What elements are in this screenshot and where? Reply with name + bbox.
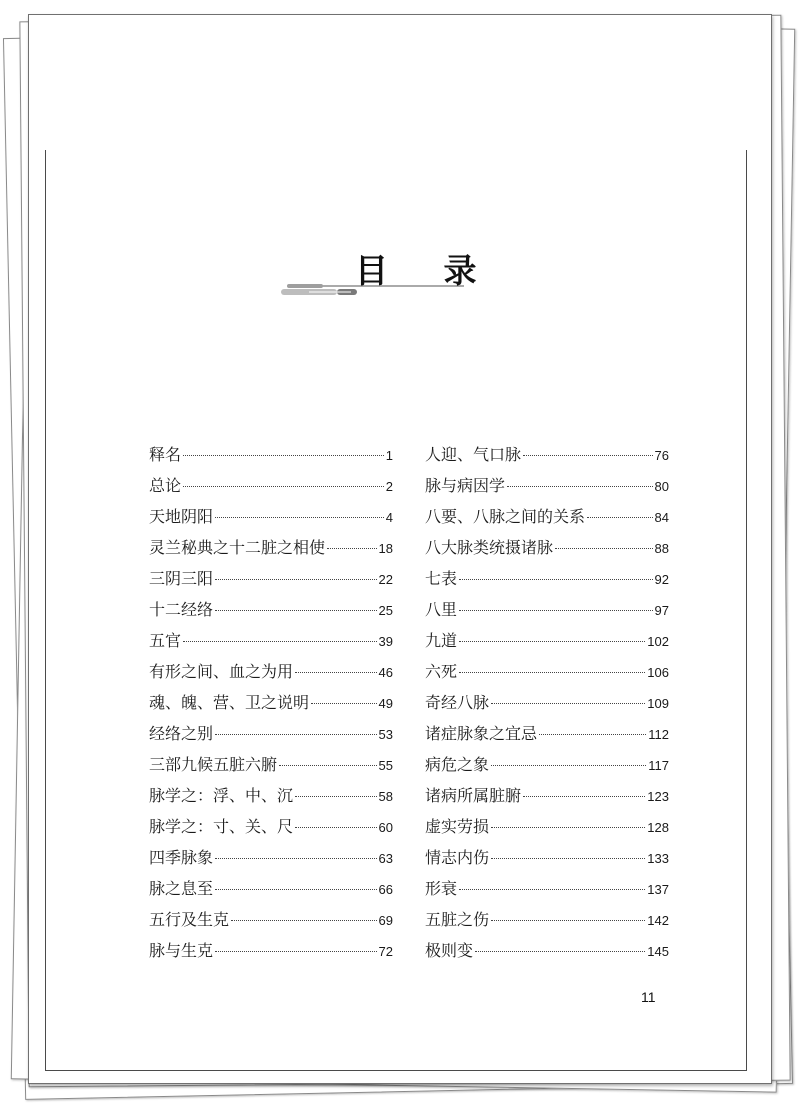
toc-entry (149, 873, 393, 904)
toc-entry-page: 76 (654, 448, 669, 463)
toc-dot-leader (311, 703, 377, 704)
toc-heading (279, 237, 499, 307)
toc-dot-leader (491, 703, 645, 704)
toc-entry-title: 诸病所属脏腑 (425, 786, 522, 805)
toc-dot-leader (215, 734, 377, 735)
toc-dot-leader (215, 858, 377, 859)
toc-dot-leader (215, 889, 377, 890)
toc-dot-leader (183, 455, 384, 456)
toc-entry-page: 92 (654, 572, 669, 587)
toc-entry (149, 501, 393, 532)
toc-entry (149, 780, 393, 811)
toc-entry (425, 873, 669, 904)
toc-entry (425, 501, 669, 532)
toc-entry-page: 123 (647, 789, 669, 804)
toc-entry-title: 魂、魄、营、卫之说明 (149, 693, 310, 712)
toc-dot-leader (215, 517, 384, 518)
toc-entry-page: 18 (378, 541, 393, 556)
toc-entry (149, 656, 393, 687)
toc-entry (149, 687, 393, 718)
toc-entry (425, 687, 669, 718)
toc-dot-leader (215, 951, 377, 952)
toc-dot-leader (587, 517, 653, 518)
toc-entry-title: 情志内伤 (425, 848, 490, 867)
toc-entry (425, 532, 669, 563)
toc-dot-leader (459, 641, 645, 642)
toc-entry-title: 五行及生克 (149, 910, 230, 929)
toc-entry-title: 脉学之：寸、关、尺 (149, 817, 294, 836)
toc-column-left (149, 439, 393, 966)
toc-entry-title: 八里 (425, 600, 458, 619)
toc-dot-leader (523, 455, 653, 456)
toc-dot-leader (491, 765, 646, 766)
toc-entry-page: 2 (385, 479, 393, 494)
toc-entry (425, 780, 669, 811)
toc-entry (149, 749, 393, 780)
toc-entry-title: 脉学之：浮、中、沉 (149, 786, 294, 805)
toc-entry (425, 842, 669, 873)
toc-entry (425, 749, 669, 780)
toc-entry (149, 904, 393, 935)
toc-dot-leader (295, 672, 377, 673)
toc-entry-page: 1 (385, 448, 393, 463)
toc-entry-title: 脉之息至 (149, 879, 214, 898)
toc-entry-title: 十二经络 (149, 600, 214, 619)
toc-dot-leader (523, 796, 645, 797)
toc-entry-title: 三阴三阳 (149, 569, 214, 588)
toc-entry-page: 22 (378, 572, 393, 587)
toc-entry-page: 58 (378, 789, 393, 804)
toc-dot-leader (491, 920, 645, 921)
toc-dot-leader (475, 951, 645, 952)
toc-entry (149, 718, 393, 749)
toc-entry (149, 470, 393, 501)
book-page (28, 14, 772, 1084)
toc-dot-leader (539, 734, 646, 735)
page-number: 11 (641, 989, 656, 1005)
toc-entry (425, 470, 669, 501)
toc-column-right (425, 439, 669, 966)
toc-entry-title: 六死 (425, 662, 458, 681)
toc-entry (149, 811, 393, 842)
toc-entry (149, 563, 393, 594)
toc-entry-page: 4 (385, 510, 393, 525)
toc-entry-page: 69 (378, 913, 393, 928)
title-ornament-rule (279, 283, 464, 297)
toc-entry-title: 极则变 (425, 941, 474, 960)
toc-entry-title: 总论 (149, 476, 182, 495)
toc-entry-title: 脉与生克 (149, 941, 214, 960)
toc-entry (149, 842, 393, 873)
toc-entry (149, 594, 393, 625)
toc-entry-page: 112 (648, 727, 669, 742)
toc-dot-leader (215, 579, 377, 580)
toc-entry-title: 七表 (425, 569, 458, 588)
toc-entry-title: 诸症脉象之宜忌 (425, 724, 538, 743)
toc-entry-title: 病危之象 (425, 755, 490, 774)
toc-entry (425, 718, 669, 749)
toc-dot-leader (491, 858, 645, 859)
toc-entry-title: 形衰 (425, 879, 458, 898)
toc-entry-title: 四季脉象 (149, 848, 214, 867)
toc-entry-page: 137 (647, 882, 669, 897)
toc-entry-page: 80 (654, 479, 669, 494)
toc-entry (425, 594, 669, 625)
toc-entry-page: 72 (378, 944, 393, 959)
toc-dot-leader (183, 641, 377, 642)
toc-entry-page: 128 (647, 820, 669, 835)
toc-entry-title: 八要、八脉之间的关系 (425, 507, 586, 526)
toc-entry-page: 97 (654, 603, 669, 618)
toc-entry-title: 释名 (149, 445, 182, 464)
toc-entry-page: 55 (378, 758, 393, 773)
toc-entry-title: 五官 (149, 631, 182, 650)
toc-entry-title: 脉与病因学 (425, 476, 506, 495)
toc-dot-leader (459, 889, 645, 890)
toc-entry-title: 有形之间、血之为用 (149, 662, 294, 681)
toc-entry-page: 66 (378, 882, 393, 897)
toc-entry-page: 53 (378, 727, 393, 742)
toc-entry-page: 49 (378, 696, 393, 711)
toc-entry (149, 625, 393, 656)
toc-entry (149, 532, 393, 563)
toc-entry (425, 563, 669, 594)
toc-entry-title: 天地阴阳 (149, 507, 214, 526)
page-title: 目 录 (355, 251, 499, 290)
toc-dot-leader (491, 827, 645, 828)
toc-dot-leader (231, 920, 377, 921)
toc-entry-page: 109 (647, 696, 669, 711)
toc-dot-leader (459, 672, 645, 673)
toc-entry-page: 117 (648, 758, 669, 773)
toc-entry-page: 133 (647, 851, 669, 866)
toc-entry-title: 九道 (425, 631, 458, 650)
toc-entry (425, 935, 669, 966)
toc-dot-leader (555, 548, 653, 549)
toc-dot-leader (215, 610, 377, 611)
toc-entry (149, 439, 393, 470)
toc-entry-page: 88 (654, 541, 669, 556)
toc-entry-page: 60 (378, 820, 393, 835)
toc-entry-title: 人迎、气口脉 (425, 445, 522, 464)
toc-entry-page: 84 (654, 510, 669, 525)
toc-entry-page: 106 (647, 665, 669, 680)
toc-entry (425, 625, 669, 656)
toc-entry-page: 102 (647, 634, 669, 649)
toc-entry-title: 八大脉类统摄诸脉 (425, 538, 554, 557)
toc-entry-page: 145 (647, 944, 669, 959)
toc-entry-title: 三部九候五脏六腑 (149, 755, 278, 774)
toc-entry (425, 811, 669, 842)
toc-entry (149, 935, 393, 966)
toc-entry-page: 46 (378, 665, 393, 680)
toc-entry-title: 灵兰秘典之十二脏之相使 (149, 538, 326, 557)
toc-entry-page: 39 (378, 634, 393, 649)
toc-entry (425, 904, 669, 935)
toc-dot-leader (459, 579, 653, 580)
toc-dot-leader (327, 548, 377, 549)
toc-dot-leader (459, 610, 653, 611)
toc-entry (425, 439, 669, 470)
toc-dot-leader (295, 796, 377, 797)
toc-entry-title: 经络之别 (149, 724, 214, 743)
toc-dot-leader (183, 486, 384, 487)
toc-entry-title: 五脏之伤 (425, 910, 490, 929)
toc-entry-title: 奇经八脉 (425, 693, 490, 712)
toc-entry-page: 142 (647, 913, 669, 928)
toc-dot-leader (507, 486, 653, 487)
toc-dot-leader (295, 827, 377, 828)
toc-entry-page: 63 (378, 851, 393, 866)
toc-entry (425, 656, 669, 687)
toc-dot-leader (279, 765, 377, 766)
toc-entry-page: 25 (378, 603, 393, 618)
toc-entry-title: 虚实劳损 (425, 817, 490, 836)
